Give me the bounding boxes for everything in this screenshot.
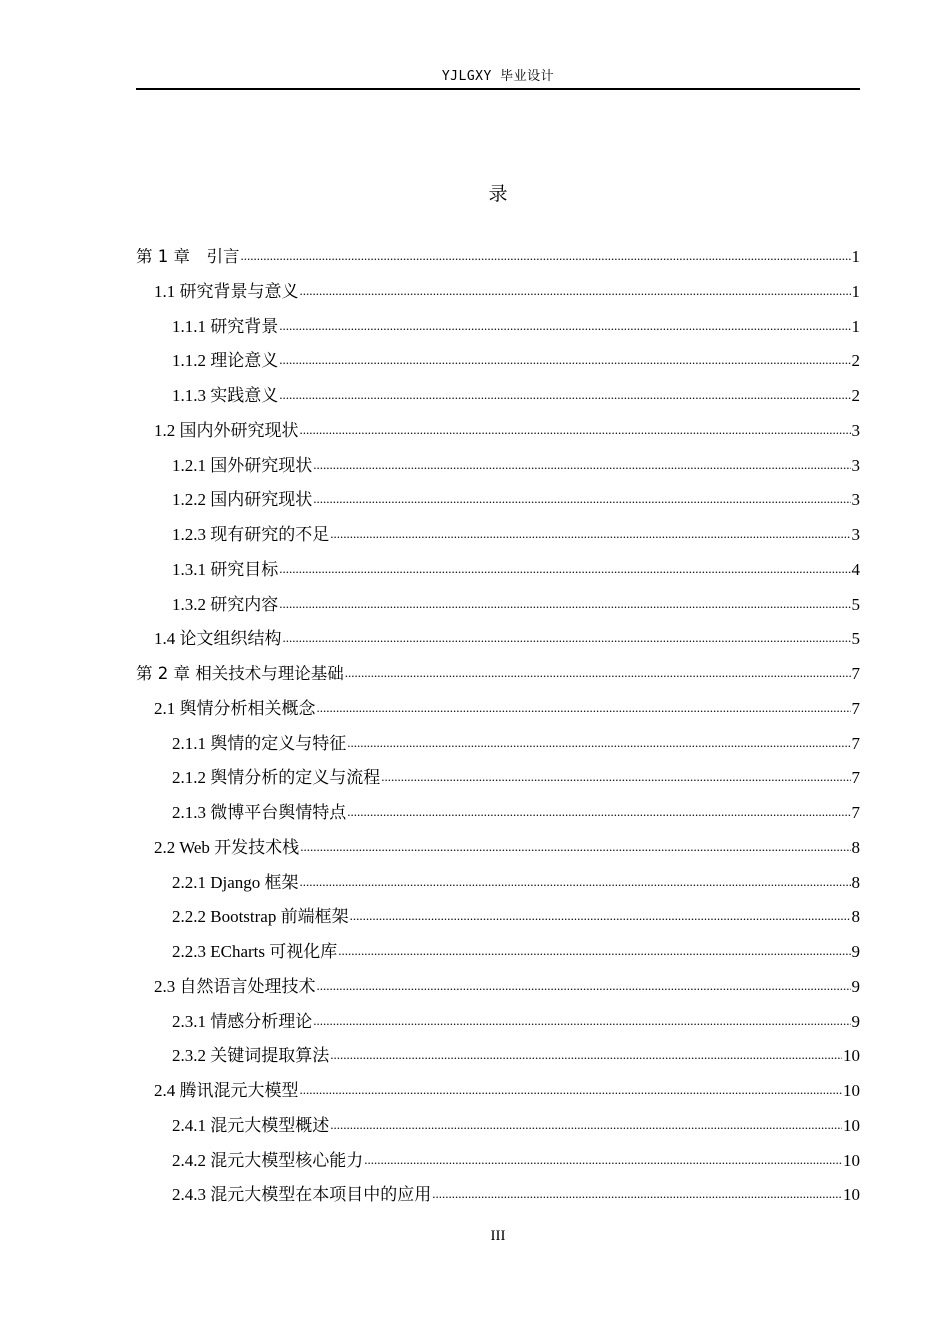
toc-entry[interactable] xyxy=(136,1178,860,1206)
toc-dot-leader xyxy=(432,1185,842,1203)
toc-entry-page: 7 xyxy=(851,803,860,822)
toc-entry[interactable] xyxy=(136,553,860,581)
toc-entry-page: 3 xyxy=(851,455,860,475)
toc-entry[interactable] xyxy=(136,657,860,685)
page-number: III xyxy=(490,1228,506,1244)
toc-entry-label: 1.2.1 国外研究现状 xyxy=(172,455,313,475)
toc-entry[interactable] xyxy=(136,1005,860,1033)
toc-entry[interactable] xyxy=(136,796,860,824)
toc-dot-leader xyxy=(279,386,850,404)
toc-entry-page: 8 xyxy=(851,907,860,927)
toc-entry[interactable] xyxy=(136,1074,860,1102)
toc-entry-page: 10 xyxy=(843,1046,860,1066)
toc-dot-leader xyxy=(300,282,851,300)
toc-dot-leader xyxy=(313,1012,850,1030)
toc-entry[interactable] xyxy=(136,622,860,650)
toc-entry-page: 3 xyxy=(851,420,860,440)
toc-entry-label: 1.3.1 研究目标 xyxy=(172,559,279,579)
toc-dot-leader xyxy=(330,525,850,543)
toc-entry-page: 1 xyxy=(851,247,860,266)
toc-entry-page: 5 xyxy=(851,629,860,649)
toc-dot-leader xyxy=(330,1116,842,1134)
toc-dot-leader xyxy=(300,1081,843,1099)
running-header: YJLGXY 毕业设计 xyxy=(441,69,555,84)
toc-entry-label: 2.3.1 情感分析理论 xyxy=(172,1011,313,1031)
toc-dot-leader xyxy=(313,456,850,474)
toc-entry-page: 8 xyxy=(851,872,860,892)
toc-entry-page: 1 xyxy=(851,316,860,336)
toc-dot-leader xyxy=(317,977,851,995)
toc-entry[interactable] xyxy=(136,414,860,442)
header-rule xyxy=(136,88,860,90)
toc-dot-leader xyxy=(347,734,850,752)
toc-entry-label: 2.4.3 混元大模型在本项目中的应用 xyxy=(172,1185,432,1205)
toc-entry[interactable] xyxy=(136,970,860,998)
toc-entry-page: 9 xyxy=(851,976,860,996)
toc-entry-page: 10 xyxy=(843,1150,860,1170)
toc-entry-page: 2 xyxy=(851,386,860,405)
toc-entry[interactable] xyxy=(136,831,860,859)
toc-entry-page: 7 xyxy=(851,768,860,788)
toc-entry[interactable] xyxy=(136,483,860,511)
toc-entry-label: 1.2 国内外研究现状 xyxy=(154,420,299,440)
toc-dot-leader xyxy=(279,595,850,613)
toc-entry[interactable] xyxy=(136,761,860,789)
toc-entry-label: 2.1.1 舆情的定义与特征 xyxy=(172,733,347,753)
toc-entry-page: 7 xyxy=(851,698,860,718)
toc-entry-page: 7 xyxy=(851,733,860,753)
toc-entry-label: 第 2 章 相关技术与理论基础 xyxy=(136,664,344,683)
toc-entry[interactable] xyxy=(136,310,860,338)
toc-entry-page: 8 xyxy=(851,837,860,857)
toc-entry-label: 1.1.3 实践意义 xyxy=(172,386,279,405)
toc-dot-leader xyxy=(338,942,850,960)
toc-dot-leader xyxy=(300,873,851,891)
toc-entry[interactable] xyxy=(136,240,860,268)
toc-entry-label: 1.1 研究背景与意义 xyxy=(154,281,299,301)
toc-entry[interactable] xyxy=(136,518,860,546)
toc-entry-page: 5 xyxy=(851,594,860,614)
toc-entry[interactable] xyxy=(136,449,860,477)
toc-entry-label: 1.3.2 研究内容 xyxy=(172,594,279,614)
toc-dot-leader xyxy=(241,247,851,265)
toc-entry[interactable] xyxy=(136,1039,860,1067)
toc-entry-label: 1.1.2 理论意义 xyxy=(172,351,279,371)
toc-entry-label: 2.1.3 微博平台舆情特点 xyxy=(172,803,347,822)
toc-entry-page: 3 xyxy=(851,490,860,510)
toc-entry-label: 1.1.1 研究背景 xyxy=(172,316,279,336)
toc-entry-label: 2.4 腾讯混元大模型 xyxy=(154,1081,299,1100)
toc-entry[interactable] xyxy=(136,866,860,894)
toc-entry-label: 2.4.2 混元大模型核心能力 xyxy=(172,1150,364,1170)
toc-entry-page: 7 xyxy=(851,664,860,683)
toc-entry-label: 2.2 Web 开发技术栈 xyxy=(154,837,300,857)
toc-entry[interactable] xyxy=(136,275,860,303)
toc-entry-page: 9 xyxy=(851,942,860,961)
toc-entry-label: 1.4 论文组织结构 xyxy=(154,629,282,649)
toc-entry-label: 2.3.2 关键词提取算法 xyxy=(172,1046,330,1066)
toc-dot-leader xyxy=(279,317,850,335)
toc-entry[interactable] xyxy=(136,344,860,372)
toc-entry[interactable] xyxy=(136,727,860,755)
toc-dot-leader xyxy=(300,838,850,856)
toc-title: 录 xyxy=(488,183,508,205)
toc-dot-leader xyxy=(313,490,850,508)
toc-dot-leader xyxy=(381,768,850,786)
toc-dot-leader xyxy=(347,803,850,821)
toc-entry-page: 4 xyxy=(851,559,860,579)
toc-entry-page: 3 xyxy=(851,525,860,544)
toc-entry-page: 1 xyxy=(851,281,860,301)
toc-entry-label: 2.3 自然语言处理技术 xyxy=(154,976,316,996)
toc-entry-label: 第 1 章 引言 xyxy=(136,247,240,266)
toc-entry-label: 1.2.3 现有研究的不足 xyxy=(172,525,330,544)
toc-entry[interactable] xyxy=(136,1109,860,1137)
toc-entry-label: 2.1.2 舆情分析的定义与流程 xyxy=(172,768,381,788)
toc-dot-leader xyxy=(279,560,850,578)
toc-dot-leader xyxy=(317,699,851,717)
toc-entry-page: 9 xyxy=(851,1011,860,1031)
toc-dot-leader xyxy=(279,351,850,369)
toc-entry-label: 2.2.2 Bootstrap 前端框架 xyxy=(172,907,349,927)
toc-dot-leader xyxy=(300,421,851,439)
toc-entry[interactable] xyxy=(136,1144,860,1172)
toc-entry-page: 10 xyxy=(843,1081,860,1100)
toc-dot-leader xyxy=(330,1046,842,1064)
toc-entry[interactable] xyxy=(136,692,860,720)
toc-entry-label: 2.4.1 混元大模型概述 xyxy=(172,1115,330,1135)
toc-entry-label: 2.2.1 Django 框架 xyxy=(172,872,299,892)
toc-entry-label: 2.1 舆情分析相关概念 xyxy=(154,698,316,718)
toc-entry-page: 10 xyxy=(843,1115,860,1135)
toc-entry-label: 2.2.3 ECharts 可视化库 xyxy=(172,942,338,961)
toc-entry[interactable] xyxy=(136,379,860,407)
toc-entry[interactable] xyxy=(136,935,860,963)
toc-dot-leader xyxy=(350,907,851,925)
toc-dot-leader xyxy=(345,664,851,682)
toc-dot-leader xyxy=(364,1151,842,1169)
toc-dot-leader xyxy=(283,629,851,647)
toc-entry-label: 1.2.2 国内研究现状 xyxy=(172,490,313,510)
toc-entry[interactable] xyxy=(136,588,860,616)
toc-entry-page: 10 xyxy=(843,1185,860,1205)
toc-entry-page: 2 xyxy=(851,351,860,371)
toc-entry[interactable] xyxy=(136,900,860,928)
